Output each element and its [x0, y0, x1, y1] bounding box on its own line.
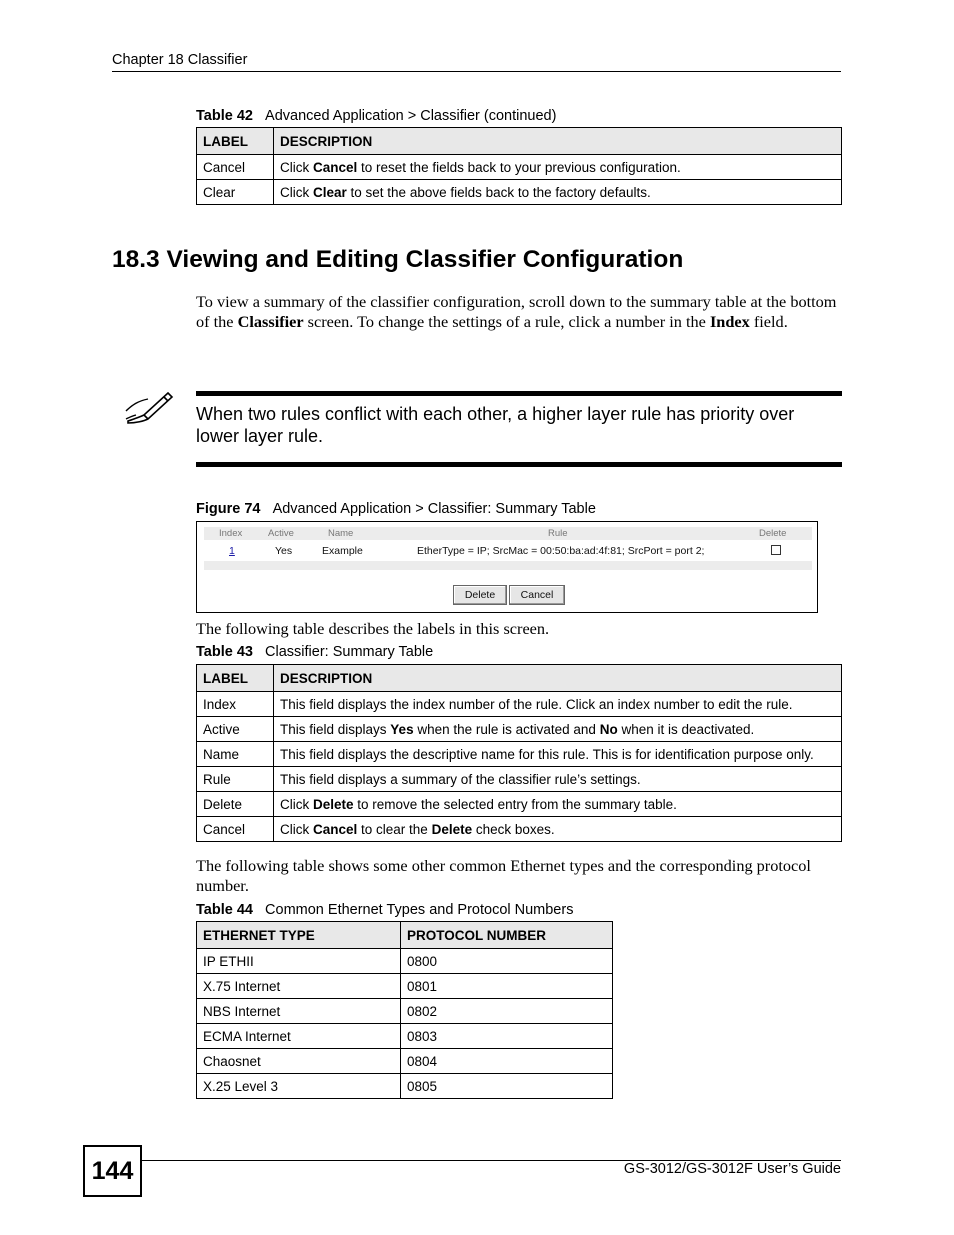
note-text: When two rules conflict with each other, a higher layer rule has priority over lower layer rule. — [196, 404, 795, 446]
table-row: Active This field displays Yes when the rule is activated and No when it is deactivated. — [197, 717, 842, 742]
table-44-caption: Table 44 Common Ethernet Types and Protocol Numbers — [196, 902, 574, 918]
column-index: Index — [219, 528, 243, 539]
table-44 — [196, 921, 613, 1099]
table-42-caption: Table 42 Advanced Application > Classifier (continued) — [196, 108, 557, 124]
name-value: Example — [322, 545, 363, 557]
table-row: ECMA Internet 0803 — [197, 1024, 613, 1049]
table-row: Index This field displays the index number of the rule. Click an index number to edit the rule. — [197, 692, 842, 717]
table-row: Cancel Click Cancel to clear the Delete check boxes. — [197, 817, 842, 842]
table-row: IP ETHII 0800 — [197, 949, 613, 974]
index-link[interactable]: 1 — [229, 545, 235, 557]
table-row: Cancel Click Cancel to reset the fields back to your previous configuration. — [197, 155, 842, 180]
table-row: NBS Internet 0802 — [197, 999, 613, 1024]
table-header-ethernet-type: ETHERNET TYPE — [197, 922, 401, 949]
table-43-intro: The following table describes the labels in this screen. — [196, 619, 550, 638]
table-header-label: LABEL — [197, 665, 274, 692]
active-value: Yes — [275, 545, 293, 557]
summary-table-footer — [204, 561, 812, 570]
page-number: 144 — [83, 1145, 142, 1197]
table-row: Chaosnet 0804 — [197, 1049, 613, 1074]
table-header-description: DESCRIPTION — [274, 128, 842, 155]
table-row: Name This field displays the descriptive name for this rule. This is for identification purpose only. — [197, 742, 842, 767]
column-delete: Delete — [759, 528, 787, 539]
summary-table-header — [204, 527, 812, 540]
delete-checkbox[interactable] — [771, 545, 781, 555]
column-active: Active — [268, 528, 294, 539]
chapter-header: Chapter 18 Classifier — [112, 52, 248, 68]
table-row: Delete Click Delete to remove the selected entry from the summary table. — [197, 792, 842, 817]
table-44-intro: The following table shows some other common Ethernet types and the corresponding protocol number. — [196, 856, 811, 895]
note-bottom-bar — [196, 462, 842, 467]
table-row: X.25 Level 3 0805 — [197, 1074, 613, 1099]
column-rule: Rule — [548, 528, 568, 539]
table-header-description: DESCRIPTION — [274, 665, 842, 692]
intro-paragraph: To view a summary of the classifier configuration, scroll down to the summary table at the bottom of the Classifier screen. To change the settings of a rule, click a number in the Index field. — [196, 292, 837, 331]
table-42 — [196, 127, 842, 205]
figure-74-caption: Figure 74 Advanced Application > Classifier: Summary Table — [196, 501, 596, 517]
table-row: Rule This field displays a summary of the classifier rule’s settings. — [197, 767, 842, 792]
cancel-button[interactable]: Cancel — [509, 585, 565, 605]
delete-button[interactable]: Delete — [453, 585, 507, 605]
header-divider — [112, 71, 841, 72]
table-43-caption: Table 43 Classifier: Summary Table — [196, 644, 434, 660]
rule-value: EtherType = IP; SrcMac = 00:50:ba:ad:4f:81; SrcPort = port 2; — [417, 545, 705, 557]
table-row: X.75 Internet 0801 — [197, 974, 613, 999]
table-header-protocol-number: PROTOCOL NUMBER — [401, 922, 613, 949]
table-row: Clear Click Clear to set the above fields back to the factory defaults. — [197, 180, 842, 205]
table-43 — [196, 664, 842, 842]
column-name: Name — [328, 528, 354, 539]
footer-guide-title: GS-3012/GS-3012F User’s Guide — [623, 1161, 841, 1177]
note-top-bar — [196, 391, 842, 396]
table-header-label: LABEL — [197, 128, 274, 155]
section-title: 18.3 Viewing and Editing Classifier Configuration — [112, 246, 684, 273]
pencil-note-icon — [124, 389, 174, 425]
